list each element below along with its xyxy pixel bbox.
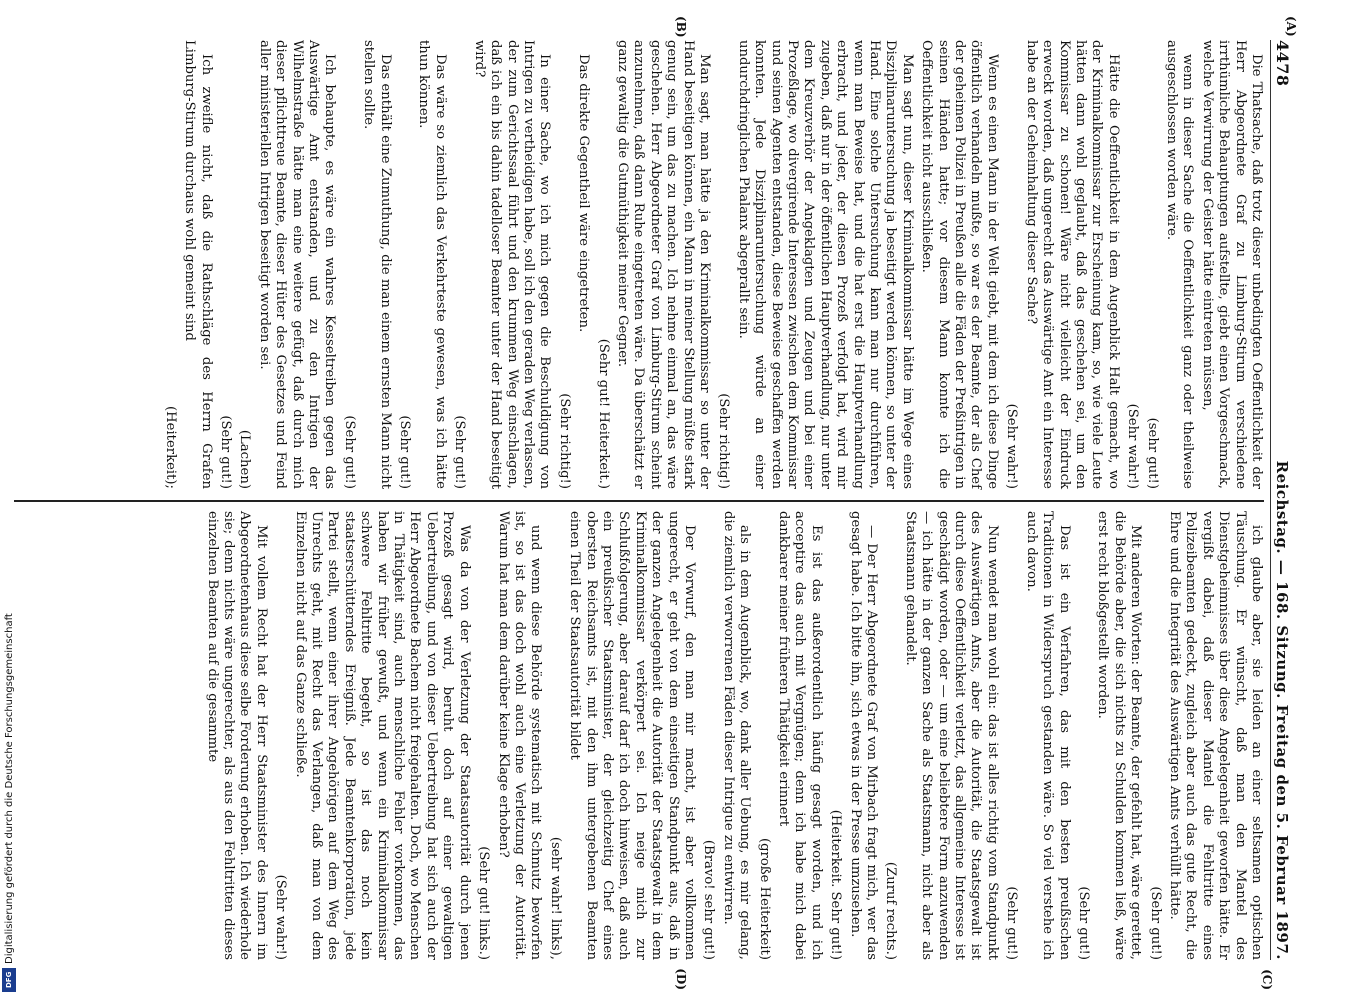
margin-mark-a: (A) bbox=[1284, 16, 1298, 37]
paragraph: wenn in dieser Sache die Oeffentlichkeit ganz oder theilweise ausgeschlossen worden wäre. bbox=[1163, 40, 1196, 489]
text-columns bbox=[14, 40, 1264, 960]
interjection: (Sehr wahr!) bbox=[1004, 403, 1020, 489]
paragraph: Was da von der Verletzung der Staatsautorität durch jenen Prozeß gesagt wird, beruht doch auf einer gewaltigen Uebertreibung, und von dieser Uebertreibung hat sich auch der Herr Abgeordnete Bachem nicht freigehalten. Doch, wo Menschen in Thätigkeit sind, auch menschliche Fehler vorkommen, das haben wir früher gewußt, und wenn ein Kriminalkommissar schwere Fehltritte begeht, so ist das noch kein staatserschütterndes Ereigniß. Jede Beamtenkorporation, jede Partei stellt, wenn einer ihrer Angehörigen auf dem Weg des Unrechts geht, mit Recht das Verlangen, daß man von dem Einzelnen nicht auf das Ganze schließe. bbox=[292, 511, 472, 960]
interjection: (Zuruf rechts.) bbox=[883, 861, 899, 960]
margin-mark-c: (C) bbox=[1260, 969, 1274, 990]
interjection: (Bravo! sehr gut!) bbox=[701, 839, 717, 960]
paragraph: Ich behaupte, es wäre ein wahres Kesseltreiben gegen das Auswärtige Amt entstanden, und zu den Intrigen der Wilhelmstraße hätte man eine weitere gefügt, daß durch mich dieser pflichttreue Beamte, dieser Hüter des Gesetzes und Feind aller ministeriellen Intrigen beseitigt worden sei. bbox=[256, 40, 338, 489]
interjection: (Sehr gut! Heiterkeit.) bbox=[595, 338, 611, 489]
interjection: (Sehr gut! links.) bbox=[476, 846, 492, 960]
interjection: (Sehr gut!) bbox=[452, 415, 468, 489]
interjection: (Sehr gut!) bbox=[397, 415, 413, 489]
paragraph: — Der Herr Abgeordnete Graf von Mirbach fragt mich, wer das gesagt habe. Ich bitte ihn, sich etwas in der Presse umzusehen. bbox=[847, 511, 880, 960]
paragraph: Das direkte Gegentheil wäre eingetreten. bbox=[576, 54, 592, 333]
interjection: (Heiterkeit. Sehr gut!) bbox=[828, 809, 844, 960]
digitization-credit: Digitalisierung gefördert durch die Deutsche Forschungsgemeinschaft bbox=[4, 613, 15, 964]
interjection: (Sehr gut!) bbox=[218, 415, 234, 489]
paragraph: Es ist das außerordentlich häufig gesagt worden, und ich acceptire das auch mit Vergnügen; denn ich habe mich dabei dankbarer meiner früheren Thätigkeit erinnert bbox=[776, 511, 824, 960]
paragraph: ich glaube aber, sie leiden an einer seltsamen optischen Täuschung. Er wünscht, daß man den Mantel des Dienstgeheimnisses über diese Angelegenheit geworfen hätte. Er vergißt dabei, daß dieser Mantel die Fehltritte eines Polizeibeamten gedeckt, zugleich aber auch das gute Recht, die Ehre und die Integrität des Auswärtigen Amts verhüllt hätte. bbox=[1166, 511, 1264, 960]
paragraph: Das ist ein Verfahren, das mit den besten preußischen Traditionen in Widerspruch gestanden wäre. So viel verstehe ich auch davon. bbox=[1023, 511, 1072, 960]
paragraph: Der Vorwurf, den man mir macht, ist aber vollkommen ungerecht, er geht von dem einseitigen Standpunkt aus, daß in der ganzen Angelegenheit die Autorität der Staatsgewalt in dem Kriminalkommissar verkörpert sei. Ich neige mich zur Schlußfolgerung, aber darauf darf ich doch hinweisen, daß auch ein preußischer Staatsminister, der gleichzeitig Chef eines obersten Reichsamts ist, mit den ihm untergebenen Beamten einen Theil der Staatsautorität bildet bbox=[567, 511, 697, 960]
interjection: (sehr wahr! links), bbox=[547, 836, 563, 960]
interjection: (Sehr richtig!) bbox=[716, 393, 732, 489]
interjection: (Sehr gut!) bbox=[341, 415, 357, 489]
interjection: (Sehr gut!) bbox=[1075, 886, 1091, 960]
page-number: 4478 bbox=[1273, 40, 1292, 87]
paragraph: Man sagt nun, dieser Kriminalkommissar hätte im Wege eines Disziplinaruntersuchung ja beseitigt werden können, so unter der Hand. Eine solche Untersuchung kann man nur durchführen, wenn man Beweise hat, und die hat erst die Hauptverhandlung erbracht, und jeder, der diesen Prozeß verfolgt hat, wird mir zugeben, daß nur in der öffentlichen Hauptverhandlung, nur unter dem Kreuzverhör der Angeklagten und Zeugen und bei einer Prozeßlage, wo divergirende Interessen zwischen dem Kommissar und seinen Agenten entstanden, diese Beweise geschaffen werden konnten. Jede Disziplinaruntersuchung würde an einer undurchdringlichen Phalanx abgeprallt sein. bbox=[735, 40, 915, 489]
dfg-logo: DFG bbox=[2, 968, 16, 992]
interjection: (Sehr richtig!) bbox=[556, 393, 572, 489]
paragraph: Das wäre so ziemlich das Verkehrteste gewesen, was ich hätte thun können. bbox=[416, 40, 448, 489]
paragraph: Wenn es einen Mann in der Welt giebt, mit dem ich diese Dinge öffentlich verhandeln mußte, so war es der Beamte, der als Chef der geheimen Polizei in Preußen alle die Fäden der Preßintrigen in seinen Händen hatte; vor diesem Mann konnte ich die Oeffentlichkeit nicht ausschließen. bbox=[919, 40, 1000, 489]
paragraph: Hätte die Oeffentlichkeit in dem Augenblick Halt gemacht, wo der Kriminalkommissar zur Erscheinung kam, so, wie viele Leute hätten dann wohl geglaubt, daß das geschehen sei, um den Kommissar zu schonen! Wäre nicht vielleicht der Eindruck erweckt worden, daß ungerecht das Auswärtige Amt ein Interesse habe an der Geheimhaltung dieser Sache? bbox=[1023, 40, 1121, 489]
page-header bbox=[1270, 40, 1292, 960]
paragraph: und wenn diese Behörde systematisch mit Schmutz beworfen ist, so ist das doch wohl auch eine Verletzung der Autorität. Warum hat man dem darüber keine Klage erhoben? bbox=[495, 511, 544, 960]
paragraph: Man sagt, man hätte ja den Kriminalkommissar so unter der Hand beseitigen können, ein Mann in meiner Stellung müßte stark genug sein, um das zu machen. Ich nehme einmal an, das wäre geschehen. Herr Abgeordneter Graf von Limburg-Stirum scheint anzunehmen, daß dann Ruhe eingetreten wäre. Da überschätzt er ganz gewaltig die Gutmüthigkeit meiner Gegner. bbox=[614, 40, 712, 489]
interjection: (Sehr gut!) bbox=[1004, 886, 1020, 960]
paragraph: In einer Sache, wo ich mich gegen die Beschuldigung von Intrigen zu vertheidigen habe, soll ich den geraden Weg verlassen, der zum Gerichtssaal führt und den krummen Weg einschlagen, daß ich ein bis dahin tadelloser Beamter unter der Hand beseitigt wird? bbox=[471, 40, 553, 489]
right-column bbox=[14, 511, 1264, 960]
paragraph: Nun wendet man wohl ein: das ist alles richtig vom Standpunkt des Auswärtigen Amts, aber die Autorität, die Staatsgewalt ist durch diese Oeffentlichkeit verletzt, das allgemeine Interesse ist geschädigt worden, oder — um eine beliebtere Form anzuwenden — ich hätte in der ganzen Sache als Staatsmann, nicht aber als Staatsmann gehandelt. bbox=[902, 511, 1000, 960]
interjection: (Sehr wahr!) bbox=[273, 874, 289, 960]
interjection: (Sehr gut!) bbox=[1147, 886, 1163, 960]
margin-mark-b: (B) bbox=[674, 16, 688, 38]
paragraph: Mit vollem Recht hat der Herr Staatsminister des Innern im Abgeordnetenhaus diese selbe Forderung erhoben. Ich wiederhole sie; denn nichts wäre ungerechter, als aus den Fehltritten dieses einzelnen Beamten auf die gesammte bbox=[204, 511, 269, 960]
margin-mark-d: (D) bbox=[674, 968, 688, 990]
interjection: (sehr gut!) bbox=[1144, 417, 1160, 489]
interjection: (große Heiterkeit) bbox=[756, 837, 772, 960]
interjection: (Lachen) bbox=[237, 429, 253, 489]
paragraph: Ich zweifle nicht, daß die Rathschläge des Herrn Grafen Limburg-Stirum durchaus wohl gemeint sind bbox=[182, 40, 214, 489]
paragraph: Die Thatsache, daß trotz dieser unbedingten Oeffentlichkeit der Herr Abgeordnete Graf zu Limburg-Stirum verschiedene irrthümliche Behauptungen aufstellte, giebt einen Vorgeschmack, welche Verwirrung der Geister hätte eintreten müssen, bbox=[1199, 40, 1264, 489]
left-column bbox=[14, 40, 1264, 489]
page-title: Reichstag. — 168. Sitzung. Freitag den 5. Februar 1897. bbox=[1273, 460, 1291, 960]
interjection: (Heiterkeit); bbox=[162, 406, 178, 489]
paragraph: Das enthält eine Zumuthung, die man einem ernsten Mann nicht stellen sollte. bbox=[361, 40, 393, 489]
interjection: (Sehr wahr!) bbox=[1125, 403, 1141, 489]
paragraph: Mit anderen Worten: der Beamte, der gefehlt hat, wäre gerettet, die Behörde aber, die sich nichts zu Schulden kommen ließ, wäre erst recht bloßgestellt worden. bbox=[1095, 511, 1144, 960]
paragraph: als in dem Augenblick, wo, dank aller Uebung, es mir gelang, die ziemlich verworrenen Fäden dieser Intrigue zu entwirren. bbox=[720, 511, 753, 960]
